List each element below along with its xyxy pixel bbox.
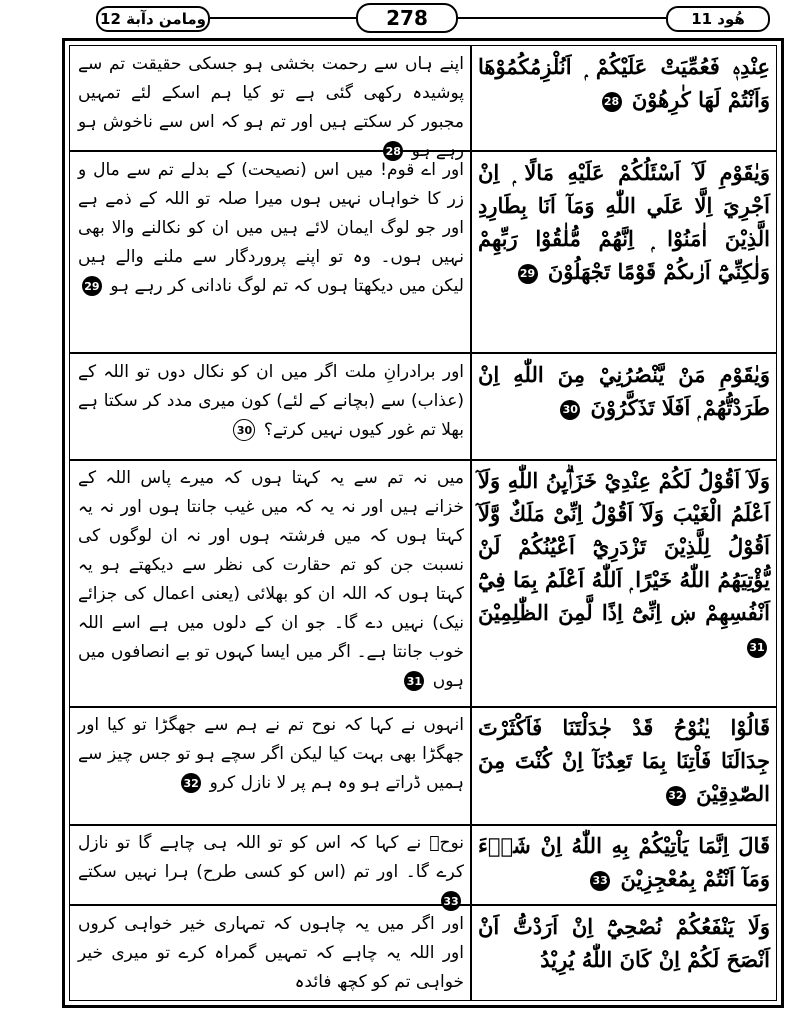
ayah-34-arabic: [478, 910, 770, 976]
translation-text: اور برادرانِ ملت اگر میں ان کو نکال دوں تو اللہ کے (عذاب) سے (بچانے کے لئے) کون میری مدد کر سکتا ہے بھلا تم غور کیوں نہیں کرتے؟: [78, 362, 464, 440]
ayah-34-translation: [78, 910, 464, 997]
header-rule-left: [206, 17, 356, 19]
translation-number-marker: 28: [383, 141, 403, 161]
translation-text: میں نہ تم سے یہ کہتا ہوں کہ میرے پاس اللہ کے خزانے ہیں اور نہ یہ کہ میں غیب جانتا ہوں اور نہ یہ کہتا ہوں کہ میں فرشتہ ہوں اور نہ ان لوگوں کی نسبت جن کو تم حقارت کی نظر سے دیکھتے ہو یہ کہتا ہوں کہ اللہ ان کو بھلائی (یعنی اعمال کی جزائے نیک) نہیں دے گا۔ جو ان کے دلوں میں ہے اسے اللہ خوب جانتا ہے۔ اگر میں ایسا کہوں تو بے انصافوں میں ہوں: [78, 468, 464, 691]
ayah-29-translation: [78, 156, 464, 301]
row-separator: [69, 459, 777, 461]
translation-text: اور اے قوم! میں اس (نصیحت) کے بدلے تم سے مال و زر کا خواہاں نہیں ہوں میرا صلہ تو اللہ کے ذمے ہے اور جو لوگ ایمان لائے ہیں میں ان کو نکالنے والا بھی نہیں ہوں۔ وہ تو اپنے پروردگار سے ملنے والے ہیں لیکن میں دیکھتا ہوں کہ تم لوگ نادانی کر رہے ہو: [78, 160, 464, 296]
ayah-32-translation: [78, 711, 464, 798]
translation-text: اور اگر میں یہ چاہوں کہ تمہاری خیر خواہی کروں اور اللہ یہ چاہے کہ تمہیں گمراہ کرے تو میری خیر خواہی تم کو کچھ فائدہ: [78, 914, 464, 992]
para-name-badge: [96, 6, 210, 32]
ayah-30-arabic: [478, 358, 770, 424]
ayah-text: وَيٰقَوْمِ لَآ اَسْئَلُكُمْ عَلَيْهِ مَالًا ۭ اِنْ اَجْرِيَ اِلَّا عَلَي اللّٰهِ وَمَآ اَنَا بِطَارِدِ الَّذِيْنَ اٰمَنُوْا ۭ اِنَّهُمْ مُّلٰقُوْا رَبِّهِمْ وَلٰكِنِّيْٓ اَرٰىكُمْ قَوْمًا تَجْهَلُوْنَ: [478, 160, 770, 284]
translation-text: انہوں نے کہا کہ نوح تم نے ہم سے جھگڑا تو کیا اور جھگڑا بھی بہت کیا لیکن اگر سچے ہو تو جس چیز سے ہمیں ڈراتے ہو وہ ہم پر لا نازل کرو: [78, 715, 464, 793]
translation-number-marker: 31: [404, 671, 424, 691]
translation-text: نوحؑ نے کہا کہ اس کو تو اللہ ہی چاہے گا تو نازل کرے گا۔ اور تم (اس کو کسی طرح) ہرا نہیں سکتے: [78, 833, 464, 882]
ayah-31-translation: [78, 464, 464, 696]
row-separator: [69, 824, 777, 826]
ayah-31-arabic: [478, 464, 770, 662]
ayah-text: وَيٰقَوْمِ مَنْ يَّنْصُرُنِيْ مِنَ اللّٰهِ اِنْ طَرَدْتُّهُمْ ۭ اَفَلَا تَذَكَّرُوْنَ: [478, 362, 770, 420]
ayah-33-translation: [78, 829, 464, 916]
ayah-number-marker: 32: [666, 786, 686, 806]
ayah-30-translation: [78, 358, 464, 445]
translation-number-marker: 33: [441, 891, 461, 911]
row-separator: [69, 706, 777, 708]
translation-number-marker: 29: [82, 276, 102, 296]
para-name: ومامن دآبة 12: [100, 10, 206, 28]
ayah-number-marker: 30: [560, 400, 580, 420]
column-divider: [470, 45, 472, 1001]
ayah-number-marker: 28: [602, 92, 622, 112]
ayah-text: عِنْدِهٖ فَعُمِّيَتْ عَلَيْكُمْ ۭ اَنُلْزِمُكُمُوْهَا وَاَنْتُمْ لَهَا كٰرِهُوْنَ: [478, 54, 770, 112]
page-number-badge: [356, 3, 458, 33]
ayah-number-marker: 29: [518, 264, 538, 284]
ayah-number-marker: 33: [590, 871, 610, 891]
ayah-number-marker: 31: [747, 638, 767, 658]
ayah-32-arabic: [478, 711, 770, 810]
translation-number-marker: 32: [181, 773, 201, 793]
ayah-text: وَلَا يَنْفَعُكُمْ نُصْحِيْٓ اِنْ اَرَدْتُّ اَنْ اَنْصَحَ لَكُمْ اِنْ كَانَ اللّٰهُ يُرِيْدُ: [478, 914, 770, 972]
page-number: 278: [386, 6, 428, 30]
ayah-29-arabic: [478, 156, 770, 288]
row-separator: [69, 352, 777, 354]
ayah-text: وَلَآ اَقُوْلُ لَكُمْ عِنْدِيْ خَزَاۗىِٕنُ اللّٰهِ وَلَآ اَعْلَمُ الْغَيْبَ وَلَآ اَقُوْلُ اِنِّىْ مَلَكٌ وَّلَآ اَقُوْلُ لِلَّذِيْنَ تَزْدَرِيْٓ اَعْيُنُكُمْ لَنْ يُّؤْتِيَهُمُ اللّٰهُ خَيْرًا ۭ اَللّٰهُ اَعْلَمُ بِمَا فِيْٓ اَنْفُسِهِمْ ښ اِنِّىْٓ اِذًا لَّمِنَ الظّٰلِمِيْنَ: [478, 468, 770, 625]
ayah-28-arabic: [478, 50, 770, 116]
ayah-33-arabic: [478, 829, 770, 895]
ayah-text: قَالَ اِنَّمَا يَاْتِيْكُمْ بِهِ اللّٰهُ اِنْ شَاۗءَ وَمَآ اَنْتُمْ بِمُعْجِزِيْنَ: [478, 833, 770, 891]
translation-number-marker: 30: [233, 419, 255, 441]
surah-name: هُود 11: [691, 10, 745, 28]
translation-text: اپنے ہاں سے رحمت بخشی ہو جسکی حقیقت تم سے پوشیدہ رکھی گئی ہے تو کیا ہم اسکے لئے تمہیں مجبور کر سکتے ہیں اور تم ہو کہ اس سے ناخوش ہو رہے ہو: [78, 54, 464, 161]
header-rule-right: [454, 17, 666, 19]
ayah-text: قَالُوْا يٰنُوْحُ قَدْ جٰدَلْتَنَا فَاَكْثَرْتَ جِدَالَنَا فَاْتِنَا بِمَا تَعِدُنَآ اِنْ كُنْتَ مِنَ الصّٰدِقِيْنَ: [478, 715, 770, 806]
ayah-28-translation: [78, 50, 464, 166]
surah-name-badge: [666, 6, 770, 32]
